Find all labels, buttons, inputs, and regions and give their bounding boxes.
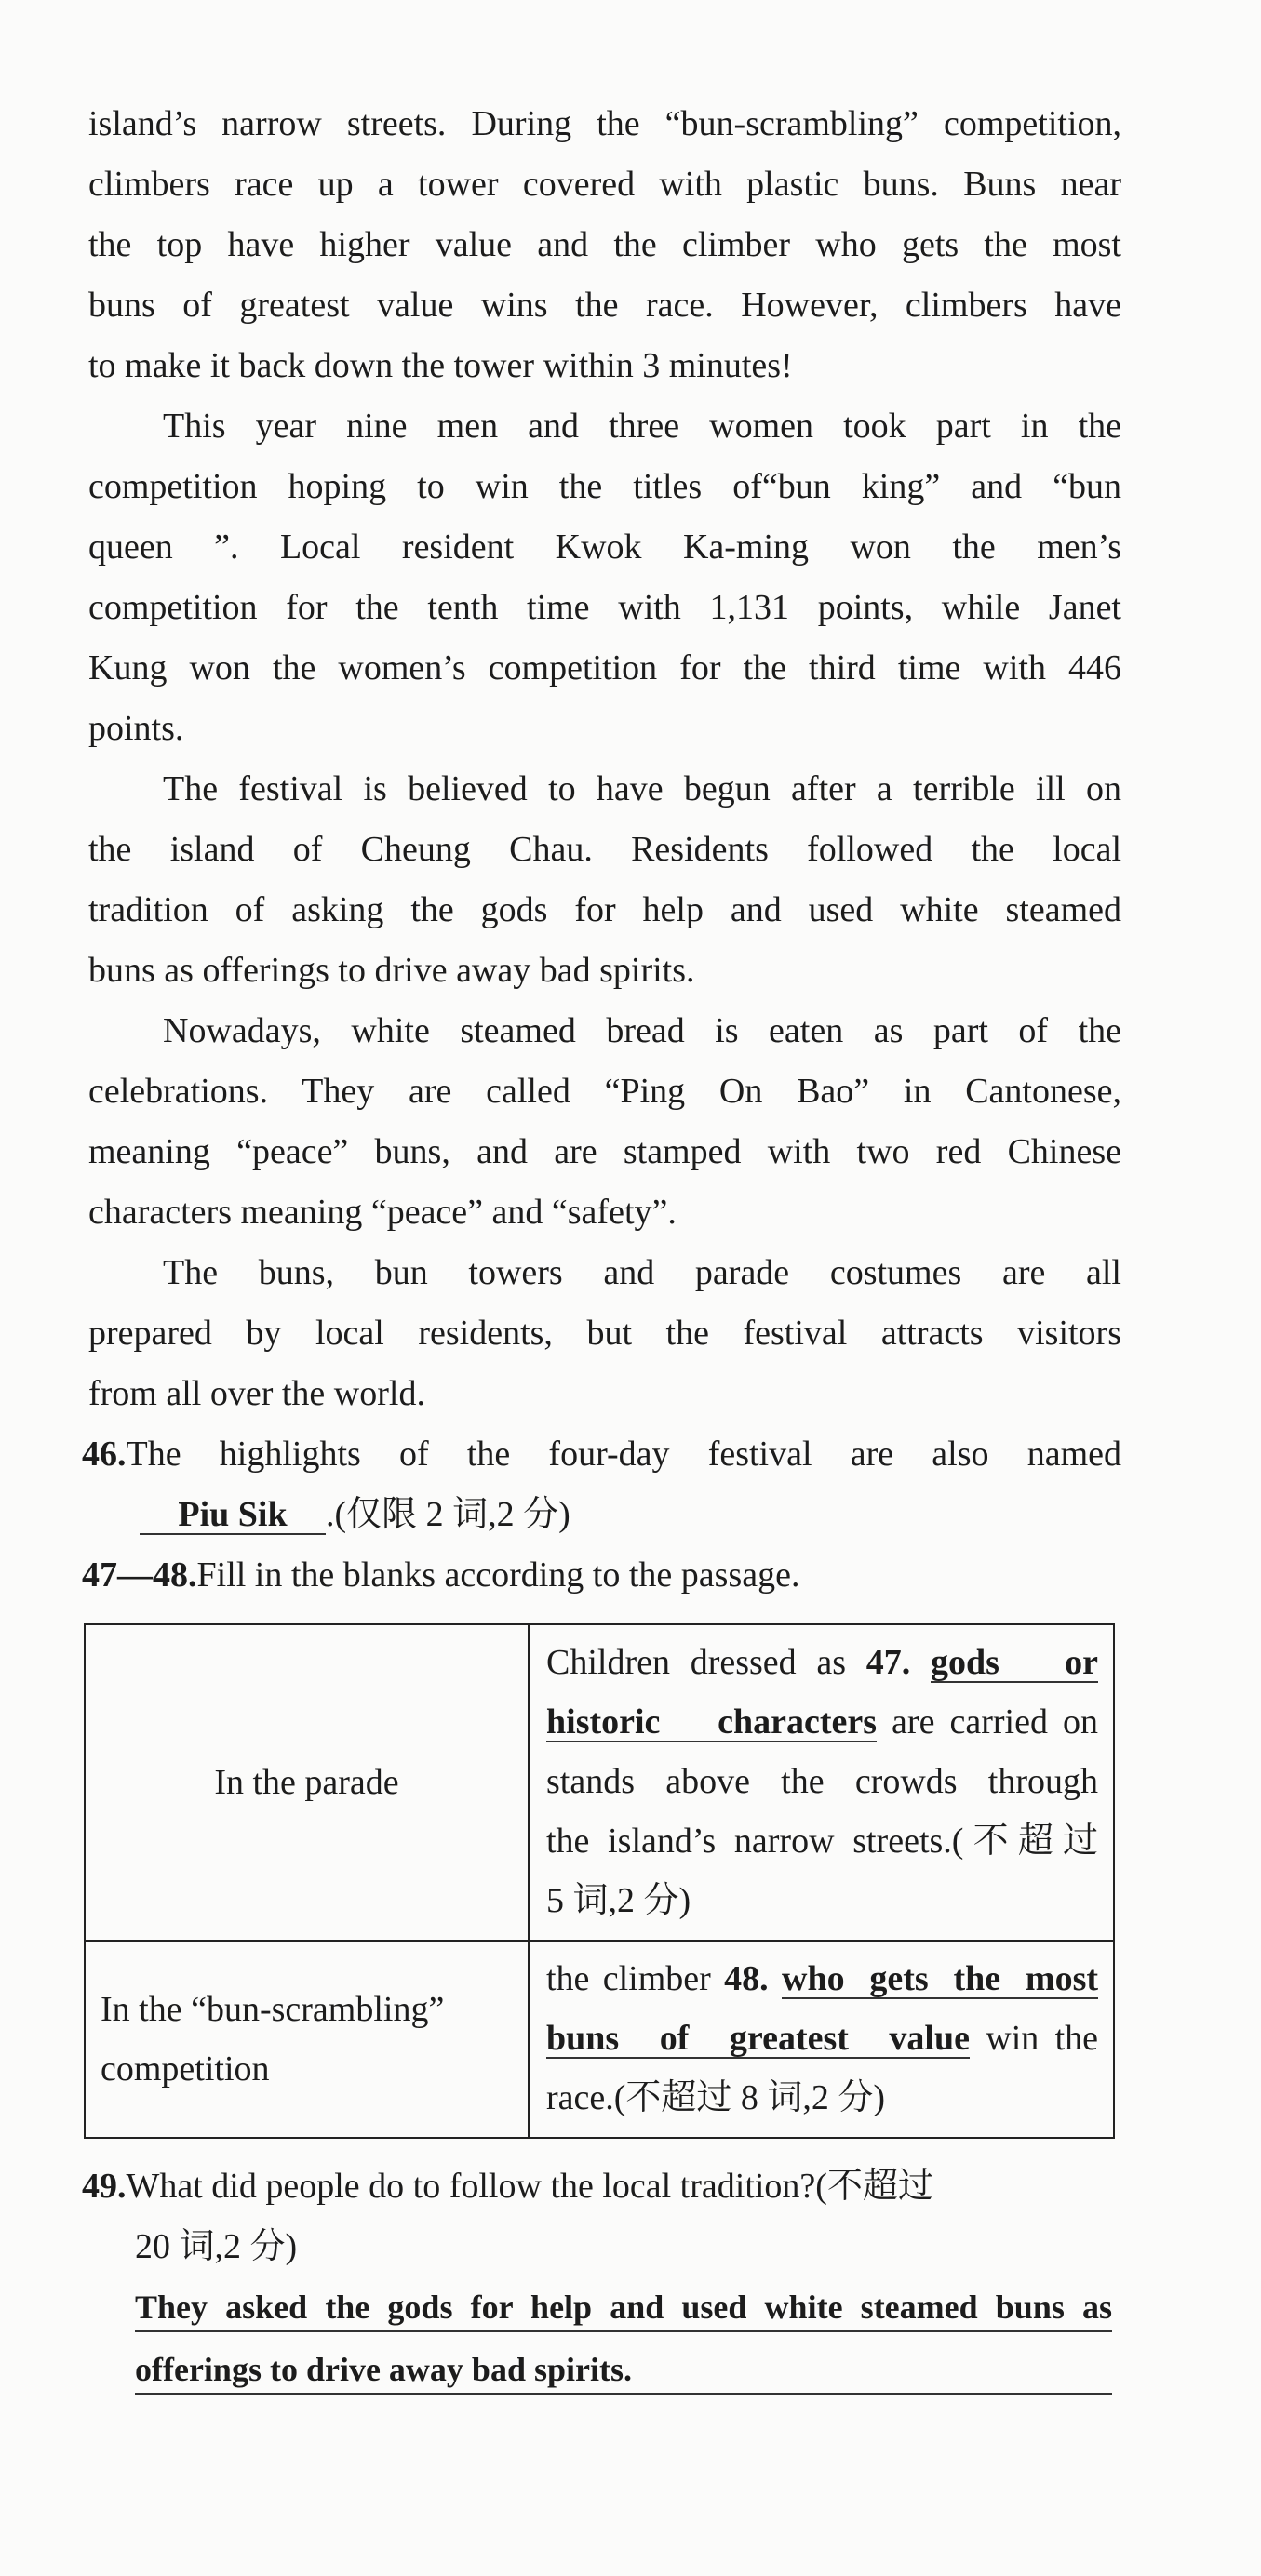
passage-line: Nowadays, white steamed bread is eaten as part of the — [163, 1011, 1121, 1050]
content-line: the island’s narrow streets.(不超过 — [546, 1822, 1098, 1861]
question-number: 48. — [724, 1959, 769, 1998]
table-cell-content — [529, 1624, 1114, 1941]
content-text: the climber — [546, 1959, 725, 1998]
passage-line: buns of greatest value wins the race. However, climbers have — [88, 286, 1121, 325]
question-47-48 — [82, 1552, 1115, 1598]
row-label: In the parade — [214, 1763, 399, 1802]
question-text: What did people do to follow the local tradition?(不超过 — [126, 2167, 933, 2206]
passage-line: climbers race up a tower covered with plastic buns. Buns near — [88, 165, 1121, 204]
table-row — [85, 1624, 1114, 1941]
answer-47-part2: historic characters — [546, 1702, 877, 1742]
passage-line: queen ”. Local resident Kwok Ka-ming won the men’s — [88, 527, 1121, 567]
table-cell-content — [529, 1941, 1114, 2138]
passage-line: buns as offerings to drive away bad spirits. — [88, 951, 695, 990]
passage-line: characters meaning “peace” and “safety”. — [88, 1193, 677, 1232]
answer-47-part1: gods or — [931, 1643, 1099, 1682]
passage-line: The buns, bun towers and parade costumes are all — [163, 1253, 1121, 1292]
answer-46: Piu Sik — [140, 1496, 326, 1535]
passage-line: The festival is believed to have begun after a terrible ill on — [163, 769, 1121, 808]
passage-line: competition hoping to win the titles of“bun king” and “bun — [88, 467, 1121, 506]
table-cell-label — [85, 1941, 529, 2138]
content-line — [546, 1949, 1098, 2009]
passage-line: Kung won the women’s competition for the third time with 446 — [88, 648, 1121, 687]
content-line: race.(不超过 8 词,2 分) — [546, 2078, 886, 2117]
row-label: In the “bun-scrambling” — [101, 1990, 445, 2029]
content-line — [546, 2009, 1098, 2068]
question-46-answer-line — [88, 1491, 1121, 1538]
content-line: 5 词,2 分) — [546, 1881, 691, 1920]
passage-line: the top have higher value and the climber who gets the most — [88, 225, 1121, 264]
passage-line: meaning “peace” buns, and are stamped with two red Chinese — [88, 1132, 1121, 1171]
question-number: 47—48. — [82, 1555, 197, 1595]
passage-line: from all over the world. — [88, 1374, 425, 1413]
passage-line: island’s narrow streets. During the “bun-scrambling” competition, — [88, 104, 1121, 143]
question-text: The highlights of the four-day festival are also named — [126, 1435, 1121, 1474]
row-label: competition — [101, 2049, 270, 2089]
content-line — [546, 1692, 1098, 1752]
passage-line: prepared by local residents, but the festival attracts visitors — [88, 1314, 1121, 1353]
question-49 — [82, 2163, 1115, 2209]
question-number: 49. — [82, 2167, 127, 2206]
question-note: .(仅限 2 词,2 分) — [326, 1495, 570, 1534]
answer-49-line2: offerings to drive away bad spirits. — [135, 2346, 1112, 2395]
table-cell-label — [85, 1624, 529, 1941]
table-row — [85, 1941, 1114, 2138]
passage-line: This year nine men and three women took part in the — [163, 407, 1121, 446]
question-number: 46. — [82, 1435, 127, 1474]
passage-line: to make it back down the tower within 3 minutes! — [88, 346, 793, 385]
passage-line: points. — [88, 709, 184, 748]
content-line — [546, 1633, 1098, 1692]
question-number: 47. — [865, 1643, 911, 1682]
content-text: win the — [986, 2019, 1098, 2058]
content-text: Children dressed as — [546, 1643, 866, 1682]
fill-in-table — [84, 1623, 1115, 2139]
content-line: stands above the crowds through — [546, 1762, 1098, 1801]
answer-48-part2: buns of greatest value — [546, 2019, 970, 2058]
question-49-note: 20 词,2 分) — [135, 2227, 298, 2266]
passage-line: competition for the tenth time with 1,131 points, while Janet — [88, 588, 1121, 627]
question-46 — [82, 1431, 1121, 1477]
answer-49-line1: They asked the gods for help and used white steamed buns as — [135, 2284, 1112, 2332]
question-text: Fill in the blanks according to the passage. — [196, 1555, 800, 1595]
passage-line: celebrations. They are called “Ping On Bao” in Cantonese, — [88, 1072, 1121, 1111]
passage-line: tradition of asking the gods for help and used white steamed — [88, 890, 1121, 929]
content-text: are carried on — [892, 1702, 1098, 1742]
passage-line: the island of Cheung Chau. Residents followed the local — [88, 830, 1121, 869]
answer-48-part1: who gets the most — [782, 1959, 1099, 1998]
